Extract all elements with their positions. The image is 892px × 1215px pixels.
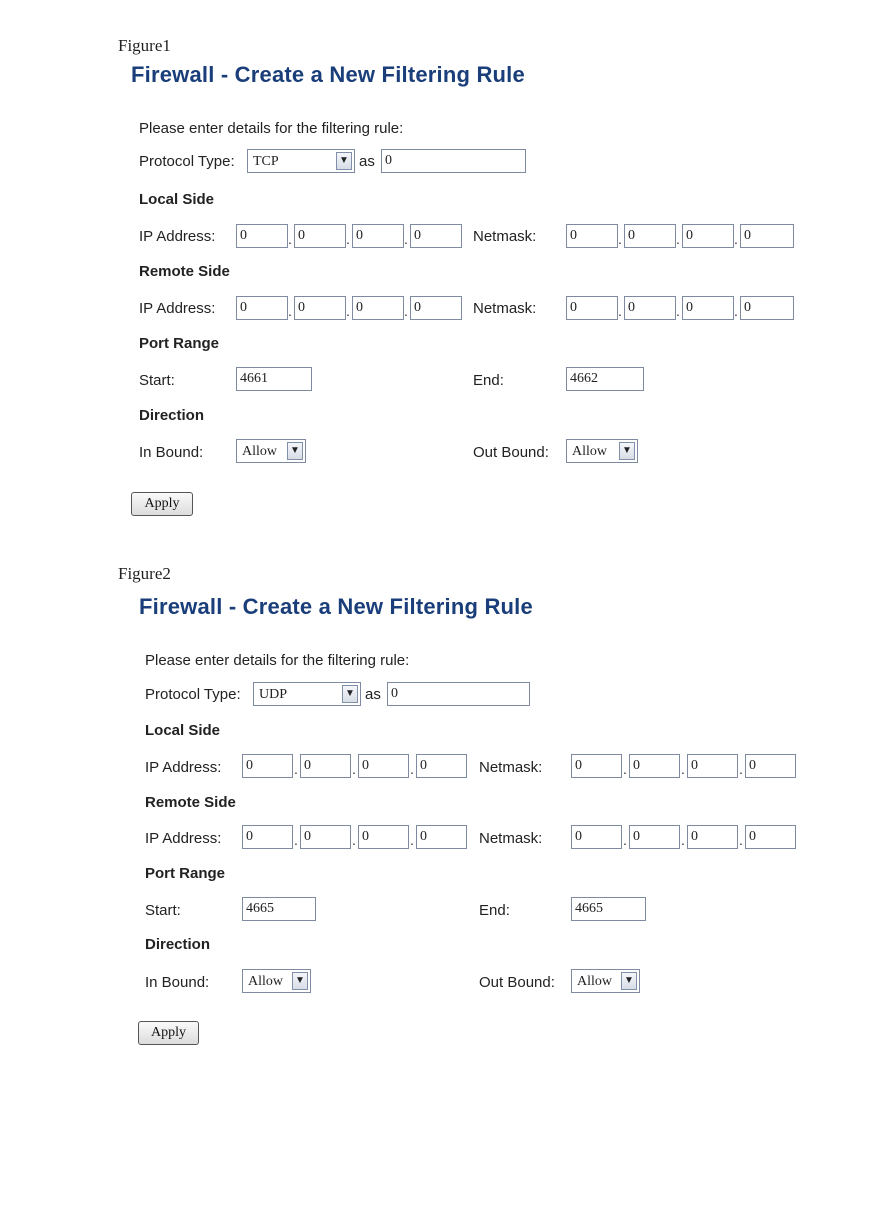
remote-netmask-octet-3[interactable]: 0 bbox=[687, 825, 738, 849]
local-netmask-octet-2[interactable]: 0 bbox=[624, 224, 676, 248]
port-start-input[interactable]: 4665 bbox=[242, 897, 316, 921]
remote-netmask-label: Netmask: bbox=[479, 830, 543, 847]
protocol-number-input[interactable]: 0 bbox=[387, 682, 530, 706]
apply-button[interactable]: Apply bbox=[131, 492, 193, 516]
port-range-heading: Port Range bbox=[145, 865, 226, 882]
port-start-label: Start: bbox=[139, 372, 175, 389]
inbound-label: In Bound: bbox=[145, 974, 210, 991]
local-ip-octet-4[interactable]: 0 bbox=[410, 224, 462, 248]
inbound-label: In Bound: bbox=[139, 444, 204, 461]
remote-netmask-octet-3[interactable]: 0 bbox=[682, 296, 734, 320]
local-ip-octet-2[interactable]: 0 bbox=[294, 224, 346, 248]
octet-separator: . bbox=[288, 231, 292, 247]
figure-caption: Figure1 bbox=[118, 36, 171, 55]
inbound-select[interactable] bbox=[236, 439, 306, 463]
octet-separator: . bbox=[410, 761, 414, 777]
octet-separator: . bbox=[681, 761, 685, 777]
local-netmask-label: Netmask: bbox=[473, 228, 537, 245]
local-ip-octet-1[interactable]: 0 bbox=[242, 754, 293, 778]
octet-separator: . bbox=[676, 303, 680, 319]
protocol-type-value: UDP bbox=[259, 687, 288, 702]
octet-separator: . bbox=[294, 832, 298, 848]
remote-ip-octet-3[interactable]: 0 bbox=[352, 296, 404, 320]
local-netmask-octet-3[interactable]: 0 bbox=[687, 754, 738, 778]
octet-separator: . bbox=[623, 761, 627, 777]
figure-1 bbox=[0, 36, 892, 556]
direction-heading: Direction bbox=[139, 407, 205, 424]
port-end-label: End: bbox=[473, 372, 504, 389]
local-ip-octet-3[interactable]: 0 bbox=[358, 754, 409, 778]
octet-separator: . bbox=[346, 303, 350, 319]
remote-ip-octet-1[interactable]: 0 bbox=[242, 825, 293, 849]
form-panel bbox=[8, 564, 892, 1084]
octet-separator: . bbox=[618, 303, 622, 319]
remote-netmask-label: Netmask: bbox=[473, 300, 537, 317]
page-title: Firewall - Create a New Filtering Rule bbox=[131, 62, 525, 87]
remote-ip-octet-1[interactable]: 0 bbox=[236, 296, 288, 320]
octet-separator: . bbox=[294, 761, 298, 777]
remote-ip-label: IP Address: bbox=[145, 830, 222, 847]
inbound-value: Allow bbox=[242, 444, 277, 459]
local-netmask-octet-4[interactable]: 0 bbox=[740, 224, 794, 248]
direction-heading: Direction bbox=[145, 936, 211, 953]
octet-separator: . bbox=[352, 761, 356, 777]
octet-separator: . bbox=[681, 832, 685, 848]
octet-separator: . bbox=[734, 231, 738, 247]
as-label: as bbox=[359, 153, 375, 170]
apply-button[interactable]: Apply bbox=[138, 1021, 199, 1045]
protocol-type-label: Protocol Type: bbox=[145, 686, 241, 703]
octet-separator: . bbox=[739, 761, 743, 777]
octet-separator: . bbox=[404, 231, 408, 247]
port-end-label: End: bbox=[479, 902, 510, 919]
local-netmask-octet-1[interactable]: 0 bbox=[571, 754, 622, 778]
remote-ip-octet-4[interactable]: 0 bbox=[416, 825, 467, 849]
inbound-value: Allow bbox=[248, 974, 283, 989]
remote-netmask-octet-4[interactable]: 0 bbox=[740, 296, 794, 320]
octet-separator: . bbox=[618, 231, 622, 247]
octet-separator: . bbox=[404, 303, 408, 319]
local-netmask-octet-4[interactable]: 0 bbox=[745, 754, 796, 778]
chevron-down-icon: ▼ bbox=[292, 972, 308, 990]
local-netmask-label: Netmask: bbox=[479, 759, 543, 776]
outbound-label: Out Bound: bbox=[473, 444, 549, 461]
chevron-down-icon: ▼ bbox=[621, 972, 637, 990]
local-netmask-octet-2[interactable]: 0 bbox=[629, 754, 680, 778]
port-start-input[interactable]: 4661 bbox=[236, 367, 312, 391]
remote-ip-octet-2[interactable]: 0 bbox=[294, 296, 346, 320]
outbound-select[interactable] bbox=[571, 969, 640, 993]
port-end-input[interactable]: 4662 bbox=[566, 367, 644, 391]
outbound-value: Allow bbox=[577, 974, 612, 989]
remote-netmask-octet-2[interactable]: 0 bbox=[629, 825, 680, 849]
intro-text: Please enter details for the filtering rule: bbox=[145, 652, 410, 669]
protocol-type-select[interactable] bbox=[247, 149, 355, 173]
octet-separator: . bbox=[734, 303, 738, 319]
octet-separator: . bbox=[676, 231, 680, 247]
local-netmask-octet-3[interactable]: 0 bbox=[682, 224, 734, 248]
remote-netmask-octet-4[interactable]: 0 bbox=[745, 825, 796, 849]
octet-separator: . bbox=[739, 832, 743, 848]
local-ip-octet-1[interactable]: 0 bbox=[236, 224, 288, 248]
octet-separator: . bbox=[352, 832, 356, 848]
local-ip-octet-3[interactable]: 0 bbox=[352, 224, 404, 248]
local-ip-label: IP Address: bbox=[145, 759, 222, 776]
figure-caption: Figure2 bbox=[118, 564, 171, 583]
chevron-down-icon: ▼ bbox=[287, 442, 303, 460]
outbound-select[interactable] bbox=[566, 439, 638, 463]
protocol-type-value: TCP bbox=[253, 154, 279, 169]
local-side-heading: Local Side bbox=[139, 191, 215, 208]
remote-side-heading: Remote Side bbox=[145, 794, 236, 811]
remote-ip-octet-4[interactable]: 0 bbox=[410, 296, 462, 320]
outbound-label: Out Bound: bbox=[479, 974, 555, 991]
as-label: as bbox=[365, 686, 381, 703]
remote-side-heading: Remote Side bbox=[139, 263, 230, 280]
protocol-number-input[interactable]: 0 bbox=[381, 149, 526, 173]
remote-ip-octet-2[interactable]: 0 bbox=[300, 825, 351, 849]
chevron-down-icon: ▼ bbox=[619, 442, 635, 460]
local-side-heading: Local Side bbox=[145, 722, 221, 739]
remote-ip-label: IP Address: bbox=[139, 300, 216, 317]
remote-netmask-octet-2[interactable]: 0 bbox=[624, 296, 676, 320]
port-range-heading: Port Range bbox=[139, 335, 220, 352]
octet-separator: . bbox=[288, 303, 292, 319]
local-netmask-octet-1[interactable]: 0 bbox=[566, 224, 618, 248]
outbound-value: Allow bbox=[572, 444, 607, 459]
local-ip-octet-2[interactable]: 0 bbox=[300, 754, 351, 778]
remote-netmask-octet-1[interactable]: 0 bbox=[571, 825, 622, 849]
intro-text: Please enter details for the filtering rule: bbox=[139, 120, 404, 137]
protocol-type-label: Protocol Type: bbox=[139, 153, 235, 170]
chevron-down-icon: ▼ bbox=[342, 685, 358, 703]
remote-netmask-octet-1[interactable]: 0 bbox=[566, 296, 618, 320]
octet-separator: . bbox=[410, 832, 414, 848]
port-start-label: Start: bbox=[145, 902, 181, 919]
local-ip-label: IP Address: bbox=[139, 228, 216, 245]
protocol-type-select[interactable] bbox=[253, 682, 361, 706]
inbound-select[interactable] bbox=[242, 969, 311, 993]
port-end-input[interactable]: 4665 bbox=[571, 897, 646, 921]
octet-separator: . bbox=[623, 832, 627, 848]
octet-separator: . bbox=[346, 231, 350, 247]
chevron-down-icon: ▼ bbox=[336, 152, 352, 170]
form-panel bbox=[0, 36, 892, 556]
figure-2 bbox=[0, 564, 892, 1084]
page-title: Firewall - Create a New Filtering Rule bbox=[139, 594, 533, 619]
remote-ip-octet-3[interactable]: 0 bbox=[358, 825, 409, 849]
local-ip-octet-4[interactable]: 0 bbox=[416, 754, 467, 778]
